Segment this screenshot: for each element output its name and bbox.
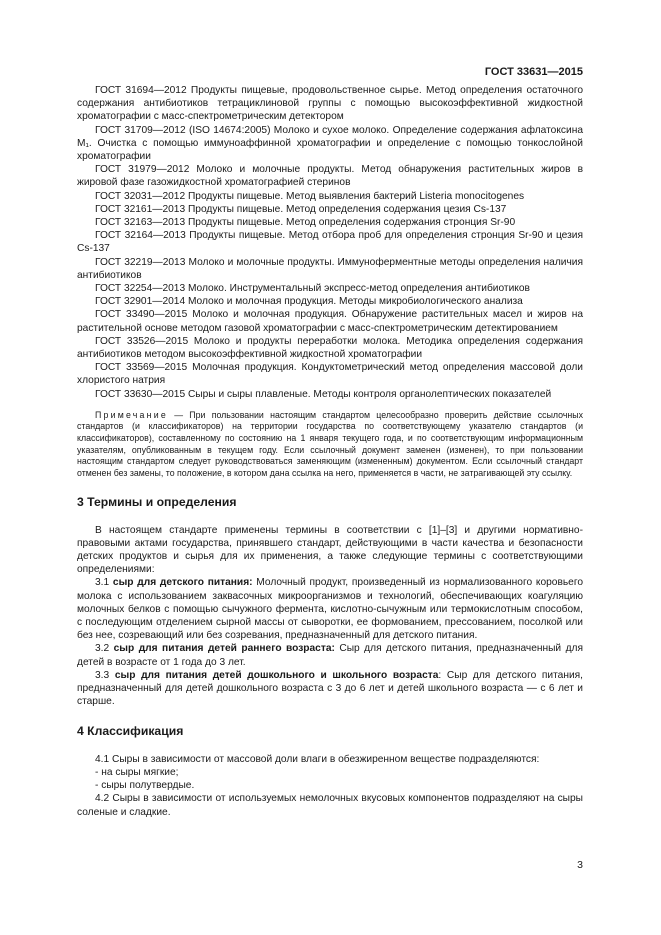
- section-3-intro: В настоящем стандарте применены термины в соответствии с [1]–[3] и другими нормативно-правовыми актами государства, принявшего стандарт, действующими в части качества и безопасности детских продуктов и сырья для их применения, а также следующие термины с соответствующими определениями:: [77, 524, 583, 576]
- term-definition: Молочный продукт, произведенный из нормализованного коровьего молока с использованием заквасочных микроорганизмов и технологий, обеспечивающих коагуляцию молочных белков с помощью сычужного фермента, кислотно-сычужным или термокислотным способом, с последующим отделением сырной массы от сыворотки, ее формованием, прессованием, посолкой или без нее, созревающий или без созревания, предназначенный для детского питания.: [77, 577, 583, 642]
- section-4-title: 4 Классификация: [77, 724, 184, 739]
- reference-item: ГОСТ 33526—2015 Молоко и продукты переработки молока. Методика определения содержания антибиотиков методом высокоэффективной жидкостной хроматографии: [77, 335, 583, 361]
- note-paragraph: [77, 410, 583, 480]
- normative-references-list: [77, 84, 583, 401]
- page-body: [77, 84, 583, 819]
- term-3-3: 3.3 сыр для питания детей дошкольного и школьного возраста: Сыр для детского питания, предназначенный для детей дошкольного возраста с 3 до 6 лет и детей школьного возраста — с 6 лет и старше.: [77, 669, 584, 708]
- reference-item: ГОСТ 31979—2012 Молоко и молочные продукты. Метод обнаружения растительных жиров в жировой фазе газожидкостной хроматографией стеринов: [77, 164, 583, 189]
- term-name: сыр для детского питания:: [112, 577, 253, 589]
- clause-4-2: 4.2 Сыры в зависимости от используемых немолочных вкусовых компонентов подразделяют на сыры соленые и сладкие.: [77, 793, 583, 818]
- term-definition: Сыр для детского питания, предназначенный для детей в возрасте от 1 года до 3 лет.: [77, 643, 583, 668]
- reference-item: ГОСТ 33490—2015 Молоко и молочная продукция. Обнаружение растительных масел и жиров на растительной основе методом газовой хроматографии с масс-спектрометрическим детектированием: [77, 309, 583, 334]
- term-name: сыр для питания детей раннего возраста:: [113, 643, 335, 655]
- reference-item: ГОСТ 32031—2012 Продукты пищевые. Метод выявления бактерий Listeria monocitogenes: [95, 190, 525, 202]
- reference-item: ГОСТ 32254—2013 Молоко. Инструментальный экспресс-метод определения антибиотиков: [95, 283, 530, 295]
- list-item: - на сыры мягкие;: [95, 766, 179, 778]
- term-definition: : Сыр для детского питания, предназначенный для детей дошкольного возраста с 3 до 6 лет и детей школьного возраста — с 6 лет и старше.: [77, 669, 584, 708]
- list-item: - сыры полутвердые.: [95, 780, 195, 792]
- note-text: — При пользовании настоящим стандартом целесообразно проверить действие ссылочных стандартов (и классификаторов) на территории государства по соответствующему указателю стандартов (и классификаторов), составленному по состоянию на 1 января текущего года, и по соответствующим информационным указателям, опубликованным в текущем году. Если ссылочный документ заменен (изменен), то при пользовании настоящим стандартом следует руководствоваться заменяющим (измененным) документом. Если ссылочный стандарт отменен без замены, то положение, в котором дана ссылка на него, применяется в части, не затрагивающей эту ссылку.: [77, 409, 583, 478]
- clause-4-1: 4.1 Сыры в зависимости от массовой доли влаги в обезжиренном веществе подразделяются:: [95, 753, 540, 765]
- section-3-title: 3 Термины и определения: [77, 495, 237, 510]
- page-number: 3: [577, 859, 583, 871]
- term-3-1: 3.1 сыр для детского питания: Молочный продукт, произведенный из нормализованного коровьего молока с использованием заквасочных микроорганизмов и технологий, обеспечивающих коагуляцию молочных белков с помощью сычужного фермента, кислотно-сычужным или термокислотным способом, с последующим отделением сырной массы от сыворотки, ее формованием, прессованием, посолкой или без нее, созревающий или без созревания, предназначенный для детского питания.: [77, 577, 583, 642]
- reference-item: ГОСТ 32164—2013 Продукты пищевые. Метод отбора проб для определения стронция Sr-90 и цезия Cs-137: [77, 230, 583, 255]
- reference-item: ГОСТ 32901—2014 Молоко и молочная продукция. Методы микробиологического анализа: [95, 296, 523, 308]
- reference-item: ГОСТ 32163—2013 Продукты пищевые. Метод определения содержания стронция Sr-90: [95, 217, 516, 229]
- reference-item: ГОСТ 31709—2012 (ISO 14674:2005) Молоко и сухое молоко. Определение содержания афлатоксина M₁. Очистка с помощью иммуноаффинной хроматографии и определение с помощью тонкослойной хроматографии: [77, 124, 583, 163]
- reference-item: ГОСТ 32161—2013 Продукты пищевые. Метод определения содержания цезия Cs-137: [95, 203, 507, 215]
- reference-item: ГОСТ 31694—2012 Продукты пищевые, продовольственное сырье. Метод определения остаточного содержания антибиотиков тетрациклиновой группы с помощью высокоэффективной жидкостной хроматографии с масс-спектрометрическим детектором: [77, 85, 583, 123]
- document-number-header: ГОСТ 33631—2015: [484, 66, 583, 78]
- term-3-2: 3.2 сыр для питания детей раннего возраста: Сыр для детского питания, предназначенный для детей в возрасте от 1 года до 3 лет.: [77, 643, 583, 668]
- term-name: сыр для питания детей дошкольного и школьного возраста: [114, 669, 439, 681]
- note-label: Примечание: [95, 409, 168, 420]
- reference-item: ГОСТ 33630—2015 Сыры и сыры плавленые. Методы контроля органолептических показателей: [95, 388, 552, 400]
- reference-item: ГОСТ 32219—2013 Молоко и молочные продукты. Иммуноферментные методы определения наличия антибиотиков: [77, 256, 583, 281]
- reference-item: ГОСТ 33569—2015 Молочная продукция. Кондуктометрический метод определения массовой доли хлористого натрия: [77, 362, 583, 387]
